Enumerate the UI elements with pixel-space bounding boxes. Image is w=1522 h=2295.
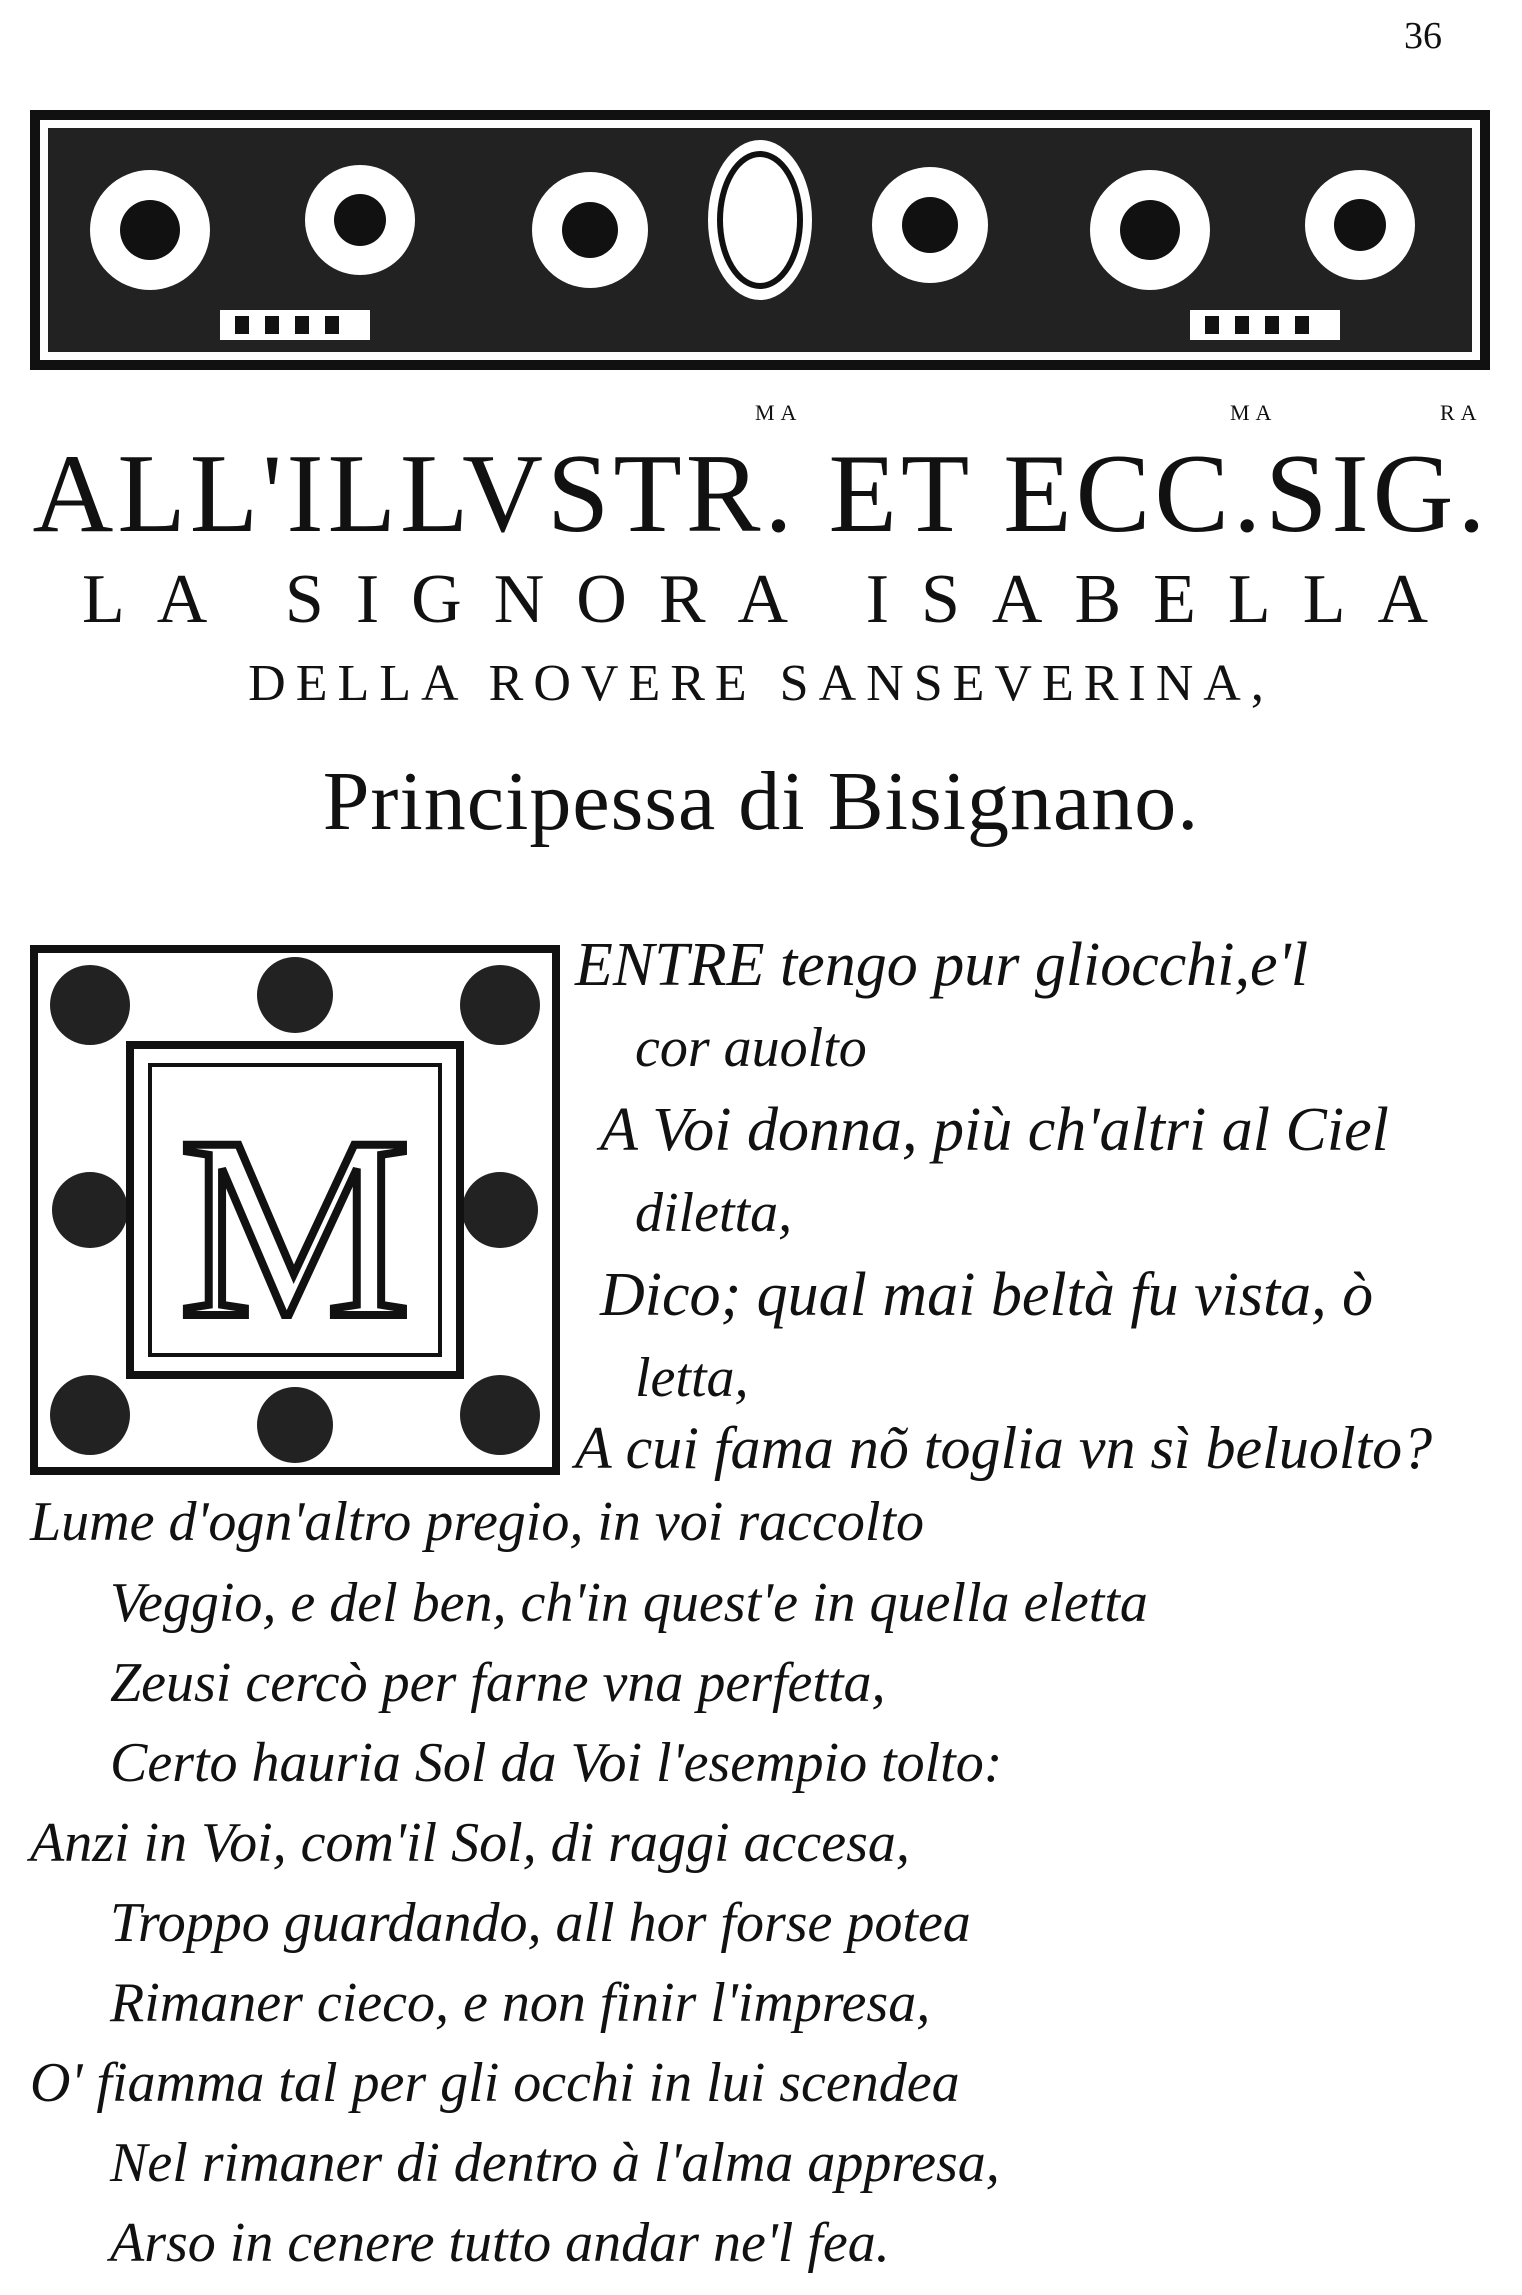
poem-line-15: O' fiamma tal per gli occhi in lui scendea <box>30 2052 960 2114</box>
superscript-ra: RA <box>1440 400 1483 425</box>
decorated-initial-ornament <box>30 945 560 1475</box>
title-line-3: DELLA ROVERE SANSEVERINA, <box>248 655 1274 712</box>
poem-line-17: Arso in cenere tutto andar ne'l fea. <box>110 2212 890 2274</box>
superscript-ma-2: MA <box>1230 400 1278 425</box>
title-line-4: Principessa di Bisignano. <box>322 755 1200 848</box>
poem-line-9: Veggio, e del ben, ch'in quest'e in quella eletta <box>110 1572 1148 1634</box>
poem-line-8: Lume d'ogn'altro pregio, in voi raccolto <box>30 1491 924 1553</box>
poem-line-10: Zeusi cercò per farne vna perfetta, <box>110 1652 886 1714</box>
poem-line-16: Nel rimaner di dentro à l'alma appresa, <box>110 2132 1000 2194</box>
page-number: 36 <box>1404 15 1442 57</box>
poem-line-11: Certo hauria Sol da Voi l'esempio tolto: <box>110 1732 1003 1794</box>
headband-ornament-image <box>30 110 1490 370</box>
poem-line-3: A Voi donna, più ch'altri al Ciel <box>600 1096 1389 1164</box>
initial-letter: M <box>179 1084 411 1372</box>
poem-line-5: Dico; qual mai beltà fu vista, ò <box>600 1261 1374 1329</box>
poem-line-4: diletta, <box>635 1182 793 1244</box>
poem-line-1: ENTRE tengo pur gliocchi,e'l <box>575 931 1309 999</box>
title-line-1-main: ALL'ILLVSTR. ET ECC.SIG. <box>32 432 1490 556</box>
title-line-1 <box>0 390 1522 556</box>
decorative-headband <box>30 110 1490 370</box>
dedication-title <box>0 390 1522 850</box>
poem-line-7: A cui fama nõ toglia vn sì beluolto? <box>575 1415 1433 1481</box>
poem-line-6: letta, <box>635 1347 749 1409</box>
poem-line-12: Anzi in Voi, com'il Sol, di raggi accesa, <box>30 1812 910 1874</box>
superscript-ma-1: MA <box>755 400 803 425</box>
decorated-initial <box>30 945 560 1475</box>
title-line-2: LA SIGNORA ISABELLA <box>81 561 1461 638</box>
poem-line-2: cor auolto <box>635 1017 867 1079</box>
poem-line-13: Troppo guardando, all hor forse potea <box>110 1892 971 1954</box>
poem-line-14: Rimaner cieco, e non finir l'impresa, <box>110 1972 931 2034</box>
